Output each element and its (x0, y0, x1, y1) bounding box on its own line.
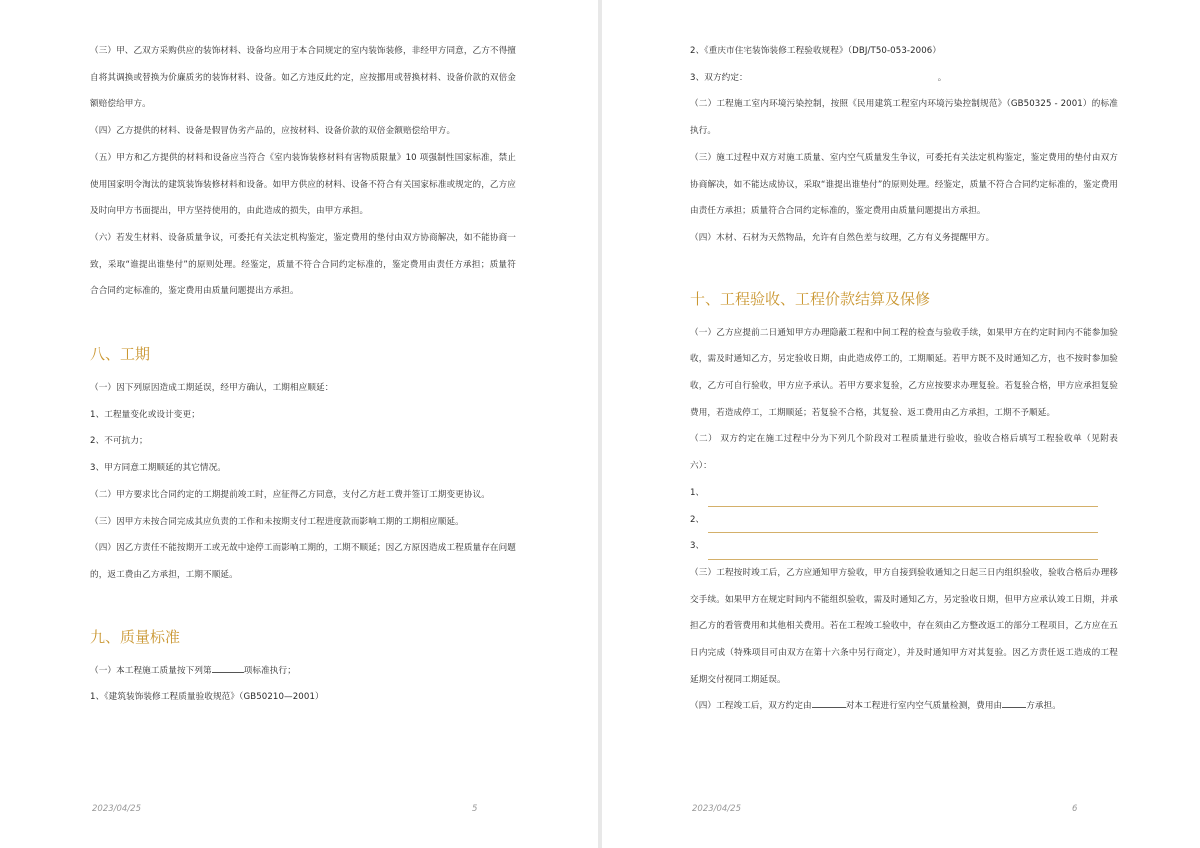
paragraph-text: 方承担。 (1026, 701, 1061, 712)
paragraph: （三）工程按时竣工后，乙方应通知甲方验收，甲方自接到验收通知之日起三日内组织验收，验收合格后办理移交手续。如果甲方在规定时间内不能组织验收，需及时通知乙方，另定验收日期，但甲方应承认竣工日期，并承担乙方的看管费用和其他相关费用。若在工程竣工验收中，存在须由乙方整改返工的部分工程项目，乙方应在五日内完成（特殊项目可由双方在第十六条中另行商定），并及时通知甲方对其复验。因乙方责任返工造成的工程延期交付视同工期延误。 (690, 567, 1118, 685)
list-item: 1、《建筑装饰装修工程质量验收规范》（GB50210—2001） (90, 692, 324, 703)
page-number: 6 (1072, 804, 1078, 814)
paragraph: （五）甲方和乙方提供的材料和设备应当符合《室内装饰装修材料有害物质限量》10 项强制性国家标准，禁止使用国家明令淘汰的建筑装饰装修材料和设备。如甲方供应的材料、设备不符合有关国家标准或规定的，乙方应及时向甲方书面提出，甲方坚持使用的，由此造成的损失，由甲方承担。 (90, 152, 516, 217)
fill-line[interactable] (708, 514, 1098, 533)
paragraph: （三）因甲方未按合同完成其应负责的工作和未按期支付工程进度款而影响工期的工期相应顺延。 (90, 516, 464, 527)
paragraph: （二） 双方约定在施工过程中分为下列几个阶段对工程质量进行验收，验收合格后填写工程验收单（见附表六）： (690, 434, 1118, 472)
list-item: 3、甲方同意工期顺延的其它情况。 (90, 463, 226, 474)
fill-line-label: 3、 (690, 541, 705, 552)
paragraph: （一）乙方应提前二日通知甲方办理隐蔽工程和中间工程的检查与验收手续，如果甲方在约定时间内不能参加验收，需及时通知乙方，另定验收日期，由此造成停工的，工期顺延。若甲方既不及时通知乙方，也不按时参加验收，乙方可自行验收，甲方应予承认。若甲方要求复验，乙方应按要求办理复验。若复验合格，甲方应承担复验费用，若造成停工，工期顺延；若复验不合格，其复验、返工费用由乙方承担，工期不予顺延。 (690, 327, 1118, 418)
fill-line-label: 2、 (690, 514, 705, 525)
paragraph: （三）甲、乙双方采购供应的装饰材料、设备均应用于本合同规定的室内装饰装修，非经甲方同意，乙方不得擅自将其调换或替换为价廉质劣的装饰材料、设备。如乙方违反此约定，应按挪用或替换材料、设备价款的双倍金额赔偿给甲方。 (90, 46, 516, 110)
section-heading-9: 九、质量标准 (90, 627, 181, 646)
list-item: 2、不可抗力； (90, 436, 148, 447)
paragraph: （一）因下列原因造成工期延误，经甲方确认，工期相应顺延： (90, 383, 334, 394)
section-heading-10: 十、工程验收、工程价款结算及保修 (690, 289, 931, 308)
fill-line-row (690, 480, 1118, 507)
list-item: 1、工程量变化或设计变更； (90, 409, 200, 420)
page-5 (0, 0, 598, 848)
paragraph (90, 658, 516, 685)
section-heading-8: 八、工期 (90, 345, 151, 364)
paragraph: （四）因乙方责任不能按期开工或无故中途停工而影响工期的，工期不顺延；因乙方原因造成工程质量存在问题的，返工费由乙方承担，工期不顺延。 (90, 543, 516, 580)
footer-date: 2023/04/25 (92, 804, 141, 814)
fill-line[interactable] (708, 541, 1098, 560)
list-item (690, 65, 1118, 92)
fill-blank[interactable] (812, 698, 846, 708)
paragraph (690, 693, 1118, 720)
paragraph: （四）乙方提供的材料、设备是假冒伪劣产品的，应按材料、设备价款的双倍金额赔偿给甲方。 (90, 126, 456, 137)
fill-line-row (690, 533, 1118, 560)
paragraph-text: （四）工程竣工后，双方约定由 (690, 701, 812, 712)
fill-line[interactable] (708, 488, 1098, 507)
paragraph-text: 项标准执行； (243, 665, 296, 676)
footer-date: 2023/04/25 (692, 804, 741, 814)
fill-line-label: 1、 (690, 487, 705, 498)
paragraph: （二）工程施工室内环境污染控制，按照《民用建筑工程室内环境污染控制规范》（GB50325 - 2001）的标准执行。 (690, 99, 1118, 137)
fill-blank[interactable] (212, 663, 244, 673)
paragraph: （四）木材、石材为天然物品，允许有自然色差与纹理，乙方有义务提醒甲方。 (690, 232, 995, 243)
page-number: 5 (472, 804, 478, 814)
paragraph: （三）施工过程中双方对施工质量、室内空气质量发生争议，可委托有关法定机构鉴定，鉴定费用的垫付由双方协商解决，如不能达成协议，采取“谁提出谁垫付”的原则处理。经鉴定，质量不符合合同约定标准的，鉴定费用由责任方承担；质量符合合同约定标准的，鉴定费用由质量问题提出方承担。 (690, 152, 1118, 217)
list-item: 2、《重庆市住宅装饰装修工程验收规程》（DBJ/T50-053-2006） (690, 46, 942, 56)
fill-line-row (690, 507, 1118, 534)
list-item-text: 。 (937, 72, 947, 83)
page-6 (602, 0, 1200, 848)
fill-blank[interactable] (1002, 698, 1026, 708)
paragraph-text: （一）本工程施工质量按下列第 (90, 665, 212, 676)
paragraph: （二）甲方要求比合同约定的工期提前竣工时，应征得乙方同意，支付乙方赶工费并签订工期变更协议。 (90, 489, 490, 500)
paragraph-text: 对本工程进行室内空气质量检测，费用由 (845, 701, 1003, 712)
list-item-text: 3、双方约定： (690, 72, 748, 83)
paragraph: （六）若发生材料、设备质量争议，可委托有关法定机构鉴定，鉴定费用的垫付由双方协商解决，如不能协商一致，采取“谁提出谁垫付”的原则处理。经鉴定，质量不符合合同约定标准的，鉴定费用由责任方承担；质量符合合同约定标准的，鉴定费用由质量问题提出方承担。 (90, 232, 516, 297)
